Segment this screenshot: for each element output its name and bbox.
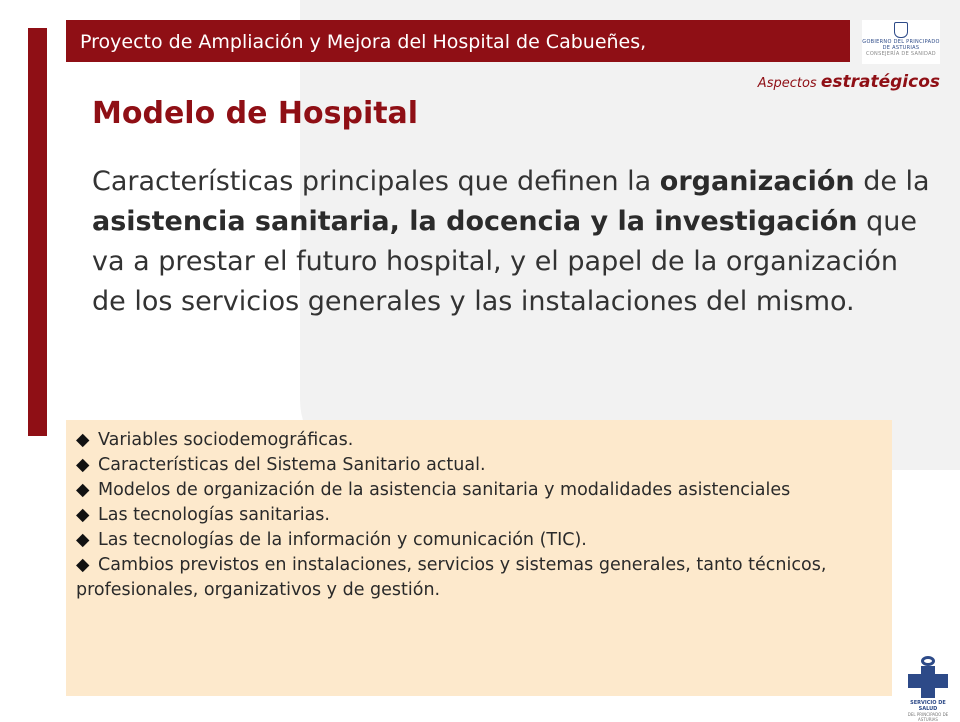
intro-text-2: de la xyxy=(854,166,930,197)
list-item-text: Cambios previstos en instalaciones, servicios y sistemas generales, tanto técnicos, profesionales, organizativos y de gestión. xyxy=(76,555,827,600)
intro-bold-2: asistencia sanitaria, la docencia y la investigación xyxy=(92,206,858,237)
list-item xyxy=(76,428,882,453)
diamond-bullet-icon: ◆ xyxy=(76,555,90,575)
diamond-bullet-icon: ◆ xyxy=(76,480,90,500)
factors-box xyxy=(66,420,892,696)
intro-paragraph xyxy=(92,162,932,322)
list-item xyxy=(76,478,882,503)
crest-icon xyxy=(894,22,908,38)
factors-list xyxy=(76,428,882,603)
list-item-text: Características del Sistema Sanitario actual. xyxy=(98,455,486,475)
left-accent-bar xyxy=(28,28,47,436)
diamond-bullet-icon: ◆ xyxy=(76,505,90,525)
intro-bold-1: organización xyxy=(659,166,855,197)
intro-text-3: que va a prestar el futuro hospital, y el papel de la organización de los servicios generales y las instalaciones del mismo. xyxy=(92,206,917,317)
list-item xyxy=(76,503,882,528)
diamond-bullet-icon: ◆ xyxy=(76,530,90,550)
health-logo-subtext: DEL PRINCIPADO DE ASTURIAS xyxy=(907,712,949,722)
list-item xyxy=(76,528,882,553)
diamond-bullet-icon: ◆ xyxy=(76,430,90,450)
list-item-text: Modelos de organización de la asistencia sanitaria y modalidades asistenciales xyxy=(98,480,791,500)
list-item xyxy=(76,553,882,603)
gov-logo-subtext: CONSEJERÍA DE SANIDAD xyxy=(866,51,936,57)
list-item-text: Las tecnologías de la información y comunicación (TIC). xyxy=(98,530,587,550)
list-item-text: Variables sociodemográficas. xyxy=(98,430,354,450)
section-label-prefix: Aspectos xyxy=(757,76,817,91)
government-logo xyxy=(862,20,940,64)
diamond-bullet-icon: ◆ xyxy=(76,455,90,475)
project-title: Proyecto de Ampliación y Mejora del Hospital de Cabueñes, xyxy=(80,31,647,53)
gov-logo-text: GOBIERNO DEL PRINCIPADO DE ASTURIAS xyxy=(862,39,940,51)
health-logo-text: SERVICIO DE SALUD xyxy=(910,700,946,712)
section-label xyxy=(758,72,940,92)
health-service-logo xyxy=(900,656,956,722)
list-item xyxy=(76,453,882,478)
page-title: Modelo de Hospital xyxy=(92,96,419,131)
header-band xyxy=(66,20,850,62)
health-cross-icon xyxy=(906,656,950,700)
section-label-emphasis: estratégicos xyxy=(820,72,940,92)
intro-text-1: Características principales que definen la xyxy=(92,166,660,197)
list-item-text: Las tecnologías sanitarias. xyxy=(98,505,330,525)
